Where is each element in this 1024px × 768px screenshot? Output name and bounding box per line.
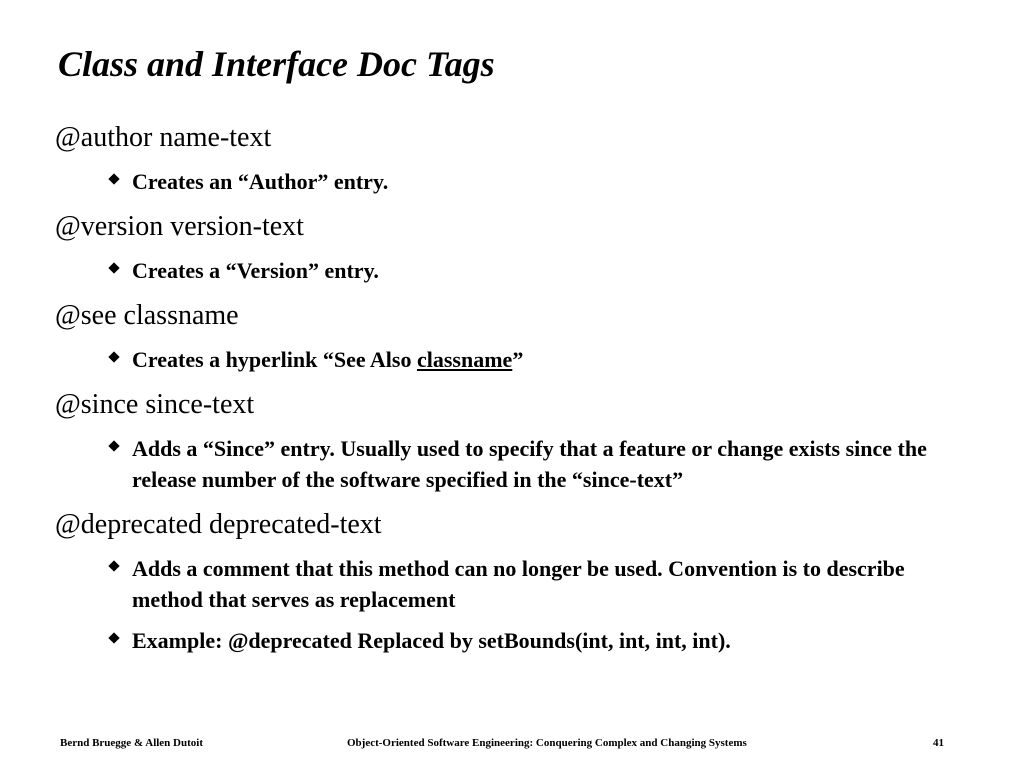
slide-title: Class and Interface Doc Tags — [58, 44, 495, 84]
diamond-bullet-icon — [108, 173, 119, 184]
diamond-bullet-icon — [108, 440, 119, 451]
diamond-bullet-icon — [108, 262, 119, 273]
footer-book-title: Object-Oriented Software Engineering: Conquering Complex and Changing Systems — [347, 737, 747, 749]
slide-content — [55, 118, 955, 656]
diamond-bullet-icon — [108, 351, 119, 362]
bullet-version — [55, 255, 955, 286]
bullet-author — [55, 166, 955, 197]
bullet-see — [55, 344, 955, 375]
footer-authors: Bernd Bruegge & Allen Dutoit — [60, 737, 203, 749]
bullet-text: Adds a “Since” entry. Usually used to specify that a feature or change exists since the release number of the software specified in the “since-text” — [132, 436, 927, 492]
bullet-text: Creates an “Author” entry. — [132, 169, 389, 194]
bullet-text: Adds a comment that this method can no longer be used. Convention is to describe method that serves as replacement — [132, 556, 905, 612]
diamond-bullet-icon — [108, 632, 119, 643]
bullet-since — [55, 433, 955, 495]
bullet-deprecated-example — [55, 625, 955, 656]
bullet-text: Example: @deprecated Replaced by setBounds(int, int, int, int). — [132, 628, 731, 653]
bullet-text: Creates a hyperlink “See Also — [132, 347, 417, 372]
diamond-bullet-icon — [108, 560, 119, 571]
classname-hyperlink[interactable]: classname — [416, 347, 513, 372]
footer-page-number: 41 — [933, 737, 944, 749]
bullet-text: Creates a “Version” entry. — [132, 258, 379, 283]
bullet-deprecated-description — [55, 553, 955, 615]
bullet-text-suffix: ” — [512, 347, 524, 372]
tag-see: @see classname — [55, 300, 239, 331]
tag-deprecated: @deprecated deprecated-text — [55, 509, 382, 540]
tag-version: @version version-text — [55, 211, 304, 242]
tag-since: @since since-text — [55, 389, 255, 420]
tag-author: @author name-text — [55, 122, 272, 153]
